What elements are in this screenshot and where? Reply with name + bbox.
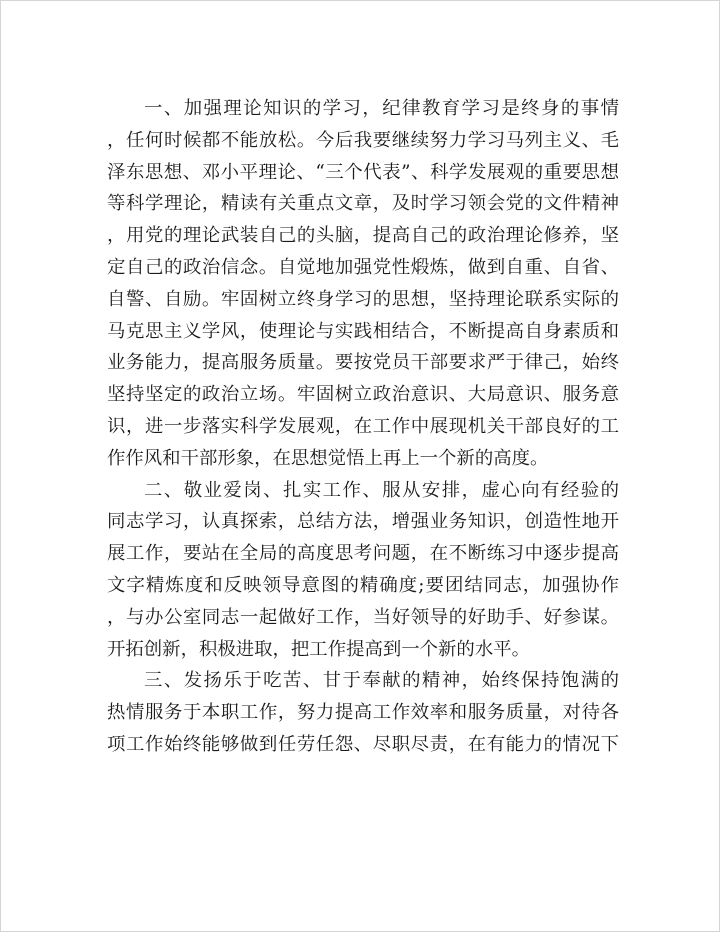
paragraph-line: 同志学习，认真探索，总结方法，增强业务知识，创造性地开 <box>107 511 619 533</box>
paragraph-line: ，用党的理论武装自己的头脑，提高自己的政治理论修养，坚 <box>107 225 619 247</box>
paragraph-line: 自警、自励。牢固树立终身学习的思想，坚持理论联系实际的 <box>107 288 619 310</box>
paragraph-line: 作作风和干部形象，在思想觉悟上再上一个新的高度。 <box>107 447 549 469</box>
paragraph-line: ，与办公室同志一起做好工作，当好领导的好助手、好参谋。 <box>107 606 619 628</box>
paragraph-3 <box>107 665 619 760</box>
paragraph-line: 热情服务于本职工作，努力提高工作效率和服务质量，对待各 <box>107 702 619 724</box>
paragraph-line: 一、加强理论知识的学习，纪律教育学习是终身的事情 <box>144 98 619 119</box>
paragraph-line: 文字精炼度和反映领导意图的精确度;要团结同志，加强协作 <box>107 574 619 596</box>
paragraph-line: 马克思主义学风，使理论与实践相结合，不断提高自身素质和 <box>107 320 619 342</box>
paragraph-line: 项工作始终能够做到任劳任怨、尽职尽责，在有能力的情况下 <box>107 733 619 755</box>
paragraph-line: 二、敬业爱岗、扎实工作、服从安排，虚心向有经验的 <box>144 479 619 501</box>
paragraph-line: 业务能力，提高服务质量。要按党员干部要求严于律己，始终 <box>107 352 619 374</box>
paragraph-line: ，任何时候都不能放松。今后我要继续努力学习马列主义、毛 <box>107 129 619 151</box>
paragraph-line: 泽东思想、邓小平理论、“三个代表”、科学发展观的重要思想 <box>107 161 619 183</box>
paragraph-1 <box>107 93 619 475</box>
paragraph-line: 三、发扬乐于吃苦、甘于奉献的精神，始终保持饱满的 <box>144 670 619 692</box>
paragraph-line: 等科学理论，精读有关重点文章，及时学习领会党的文件精神 <box>107 193 619 215</box>
paragraph-line: 展工作，要站在全局的高度思考问题，在不断练习中逐步提高 <box>107 543 619 565</box>
paragraph-line: 开拓创新，积极进取，把工作提高到一个新的水平。 <box>107 638 530 660</box>
paragraph-line: 定自己的政治信念。自觉地加强党性煅炼，做到自重、自省、 <box>107 256 619 278</box>
paragraph-line: 坚持坚定的政治立场。牢固树立政治意识、大局意识、服务意 <box>107 384 619 406</box>
paragraph-line: 识，进一步落实科学发展观，在工作中展现机关干部良好的工 <box>107 415 619 437</box>
paragraph-2 <box>107 475 619 666</box>
document-body <box>107 93 619 761</box>
